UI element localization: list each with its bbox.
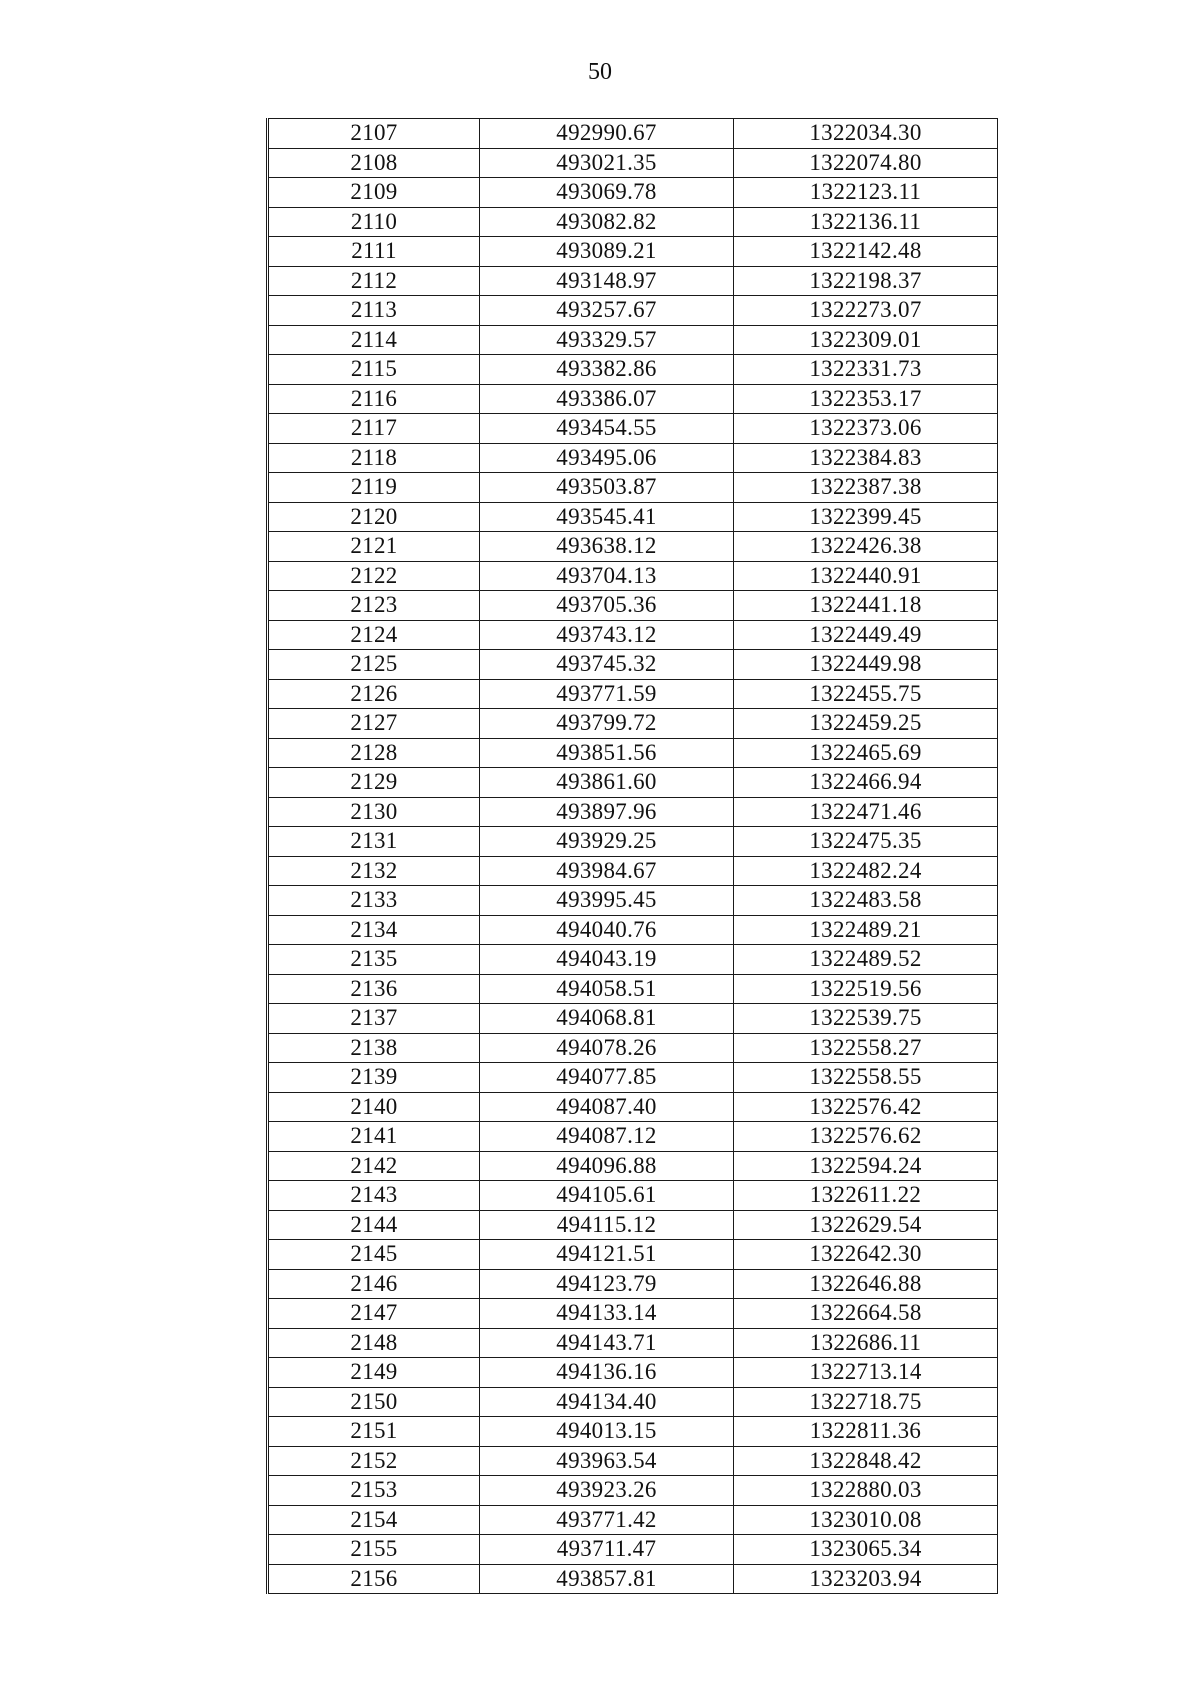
x-coordinate-cell: 493771.59 (480, 679, 734, 709)
point-number-cell: 2155 (268, 1535, 480, 1565)
table-row (268, 768, 998, 798)
y-coordinate-cell: 1322471.46 (734, 797, 998, 827)
table-row (268, 1240, 998, 1270)
x-coordinate-cell: 493021.35 (480, 148, 734, 178)
x-coordinate-cell: 493897.96 (480, 797, 734, 827)
point-number-cell: 2113 (268, 296, 480, 326)
y-coordinate-cell: 1322074.80 (734, 148, 998, 178)
point-number-cell: 2136 (268, 974, 480, 1004)
point-number-cell: 2115 (268, 355, 480, 385)
x-coordinate-cell: 494013.15 (480, 1417, 734, 1447)
table-row (268, 473, 998, 503)
y-coordinate-cell: 1322034.30 (734, 119, 998, 149)
point-number-cell: 2110 (268, 207, 480, 237)
x-coordinate-cell: 494058.51 (480, 974, 734, 1004)
x-coordinate-cell: 492990.67 (480, 119, 734, 149)
point-number-cell: 2126 (268, 679, 480, 709)
point-number-cell: 2153 (268, 1476, 480, 1506)
table-row (268, 561, 998, 591)
y-coordinate-cell: 1322576.62 (734, 1122, 998, 1152)
table-row (268, 296, 998, 326)
table-row (268, 414, 998, 444)
x-coordinate-cell: 493799.72 (480, 709, 734, 739)
table-row (268, 325, 998, 355)
y-coordinate-cell: 1322273.07 (734, 296, 998, 326)
y-coordinate-cell: 1322489.21 (734, 915, 998, 945)
y-coordinate-cell: 1322519.56 (734, 974, 998, 1004)
point-number-cell: 2145 (268, 1240, 480, 1270)
x-coordinate-cell: 494115.12 (480, 1210, 734, 1240)
y-coordinate-cell: 1322539.75 (734, 1004, 998, 1034)
x-coordinate-cell: 493386.07 (480, 384, 734, 414)
y-coordinate-cell: 1322353.17 (734, 384, 998, 414)
x-coordinate-cell: 493148.97 (480, 266, 734, 296)
point-number-cell: 2140 (268, 1092, 480, 1122)
table-row (268, 355, 998, 385)
page-number: 50 (588, 59, 612, 85)
x-coordinate-cell: 493984.67 (480, 856, 734, 886)
y-coordinate-cell: 1323203.94 (734, 1564, 998, 1594)
point-number-cell: 2112 (268, 266, 480, 296)
y-coordinate-cell: 1322558.27 (734, 1033, 998, 1063)
y-coordinate-cell: 1322642.30 (734, 1240, 998, 1270)
point-number-cell: 2146 (268, 1269, 480, 1299)
point-number-cell: 2129 (268, 768, 480, 798)
point-number-cell: 2141 (268, 1122, 480, 1152)
y-coordinate-cell: 1322136.11 (734, 207, 998, 237)
x-coordinate-cell: 493711.47 (480, 1535, 734, 1565)
point-number-cell: 2114 (268, 325, 480, 355)
x-coordinate-cell: 493851.56 (480, 738, 734, 768)
point-number-cell: 2148 (268, 1328, 480, 1358)
x-coordinate-cell: 494077.85 (480, 1063, 734, 1093)
point-number-cell: 2152 (268, 1446, 480, 1476)
x-coordinate-cell: 493638.12 (480, 532, 734, 562)
y-coordinate-cell: 1322489.52 (734, 945, 998, 975)
y-coordinate-cell: 1322440.91 (734, 561, 998, 591)
point-number-cell: 2154 (268, 1505, 480, 1535)
y-coordinate-cell: 1322455.75 (734, 679, 998, 709)
point-number-cell: 2121 (268, 532, 480, 562)
table-row (268, 620, 998, 650)
table-row (268, 591, 998, 621)
table-row (268, 679, 998, 709)
y-coordinate-cell: 1322449.98 (734, 650, 998, 680)
y-coordinate-cell: 1322646.88 (734, 1269, 998, 1299)
point-number-cell: 2108 (268, 148, 480, 178)
table-row (268, 738, 998, 768)
point-number-cell: 2137 (268, 1004, 480, 1034)
table-row (268, 1476, 998, 1506)
table-row (268, 1564, 998, 1594)
table-row (268, 443, 998, 473)
point-number-cell: 2120 (268, 502, 480, 532)
y-coordinate-cell: 1322811.36 (734, 1417, 998, 1447)
table-row (268, 1210, 998, 1240)
point-number-cell: 2107 (268, 119, 480, 149)
x-coordinate-cell: 493329.57 (480, 325, 734, 355)
table-row (268, 650, 998, 680)
point-number-cell: 2116 (268, 384, 480, 414)
x-coordinate-cell: 494133.14 (480, 1299, 734, 1329)
table-row (268, 207, 998, 237)
y-coordinate-cell: 1322399.45 (734, 502, 998, 532)
y-coordinate-cell: 1322449.49 (734, 620, 998, 650)
table-row (268, 1299, 998, 1329)
table-row (268, 1446, 998, 1476)
y-coordinate-cell: 1322611.22 (734, 1181, 998, 1211)
point-number-cell: 2123 (268, 591, 480, 621)
y-coordinate-cell: 1322629.54 (734, 1210, 998, 1240)
table-row (268, 266, 998, 296)
x-coordinate-cell: 493704.13 (480, 561, 734, 591)
x-coordinate-cell: 494143.71 (480, 1328, 734, 1358)
x-coordinate-cell: 493089.21 (480, 237, 734, 267)
x-coordinate-cell: 494136.16 (480, 1358, 734, 1388)
point-number-cell: 2132 (268, 856, 480, 886)
table-row (268, 1033, 998, 1063)
table-row (268, 1092, 998, 1122)
table-row (268, 1417, 998, 1447)
y-coordinate-cell: 1323010.08 (734, 1505, 998, 1535)
table-row (268, 1269, 998, 1299)
x-coordinate-cell: 493745.32 (480, 650, 734, 680)
point-number-cell: 2139 (268, 1063, 480, 1093)
y-coordinate-cell: 1322475.35 (734, 827, 998, 857)
x-coordinate-cell: 493857.81 (480, 1564, 734, 1594)
table-row (268, 1063, 998, 1093)
table-row (268, 237, 998, 267)
y-coordinate-cell: 1322198.37 (734, 266, 998, 296)
y-coordinate-cell: 1323065.34 (734, 1535, 998, 1565)
x-coordinate-cell: 493257.67 (480, 296, 734, 326)
point-number-cell: 2109 (268, 178, 480, 208)
point-number-cell: 2111 (268, 237, 480, 267)
x-coordinate-cell: 493861.60 (480, 768, 734, 798)
point-number-cell: 2128 (268, 738, 480, 768)
y-coordinate-cell: 1322441.18 (734, 591, 998, 621)
x-coordinate-cell: 494134.40 (480, 1387, 734, 1417)
point-number-cell: 2117 (268, 414, 480, 444)
table-row (268, 1151, 998, 1181)
x-coordinate-cell: 493382.86 (480, 355, 734, 385)
x-coordinate-cell: 494043.19 (480, 945, 734, 975)
x-coordinate-cell: 494068.81 (480, 1004, 734, 1034)
table-row (268, 1181, 998, 1211)
x-coordinate-cell: 493069.78 (480, 178, 734, 208)
point-number-cell: 2127 (268, 709, 480, 739)
table-row (268, 797, 998, 827)
point-number-cell: 2143 (268, 1181, 480, 1211)
y-coordinate-cell: 1322459.25 (734, 709, 998, 739)
y-coordinate-cell: 1322466.94 (734, 768, 998, 798)
table-row (268, 1387, 998, 1417)
x-coordinate-cell: 493454.55 (480, 414, 734, 444)
y-coordinate-cell: 1322664.58 (734, 1299, 998, 1329)
point-number-cell: 2130 (268, 797, 480, 827)
point-number-cell: 2138 (268, 1033, 480, 1063)
table-row (268, 1358, 998, 1388)
table-row (268, 384, 998, 414)
point-number-cell: 2134 (268, 915, 480, 945)
point-number-cell: 2133 (268, 886, 480, 916)
x-coordinate-cell: 493995.45 (480, 886, 734, 916)
x-coordinate-cell: 493082.82 (480, 207, 734, 237)
table-row (268, 1122, 998, 1152)
y-coordinate-cell: 1322426.38 (734, 532, 998, 562)
y-coordinate-cell: 1322880.03 (734, 1476, 998, 1506)
point-number-cell: 2151 (268, 1417, 480, 1447)
table-row (268, 178, 998, 208)
y-coordinate-cell: 1322482.24 (734, 856, 998, 886)
point-number-cell: 2118 (268, 443, 480, 473)
point-number-cell: 2135 (268, 945, 480, 975)
x-coordinate-cell: 494087.40 (480, 1092, 734, 1122)
table-row (268, 945, 998, 975)
y-coordinate-cell: 1322718.75 (734, 1387, 998, 1417)
x-coordinate-cell: 493545.41 (480, 502, 734, 532)
x-coordinate-cell: 494087.12 (480, 1122, 734, 1152)
point-number-cell: 2144 (268, 1210, 480, 1240)
y-coordinate-cell: 1322142.48 (734, 237, 998, 267)
y-coordinate-cell: 1322309.01 (734, 325, 998, 355)
point-number-cell: 2125 (268, 650, 480, 680)
y-coordinate-cell: 1322483.58 (734, 886, 998, 916)
point-number-cell: 2131 (268, 827, 480, 857)
table-row (268, 856, 998, 886)
table-row (268, 1535, 998, 1565)
point-number-cell: 2119 (268, 473, 480, 503)
x-coordinate-cell: 494105.61 (480, 1181, 734, 1211)
table-row (268, 502, 998, 532)
y-coordinate-cell: 1322384.83 (734, 443, 998, 473)
x-coordinate-cell: 493771.42 (480, 1505, 734, 1535)
table-row (268, 119, 998, 149)
y-coordinate-cell: 1322387.38 (734, 473, 998, 503)
coordinate-table-body (268, 119, 998, 1594)
y-coordinate-cell: 1322848.42 (734, 1446, 998, 1476)
x-coordinate-cell: 493743.12 (480, 620, 734, 650)
point-number-cell: 2149 (268, 1358, 480, 1388)
x-coordinate-cell: 493963.54 (480, 1446, 734, 1476)
y-coordinate-cell: 1322123.11 (734, 178, 998, 208)
table-row (268, 915, 998, 945)
coordinate-table (266, 118, 998, 1594)
table-row (268, 1004, 998, 1034)
x-coordinate-cell: 493705.36 (480, 591, 734, 621)
y-coordinate-cell: 1322594.24 (734, 1151, 998, 1181)
y-coordinate-cell: 1322373.06 (734, 414, 998, 444)
point-number-cell: 2156 (268, 1564, 480, 1594)
x-coordinate-cell: 493929.25 (480, 827, 734, 857)
point-number-cell: 2124 (268, 620, 480, 650)
x-coordinate-cell: 494096.88 (480, 1151, 734, 1181)
y-coordinate-cell: 1322558.55 (734, 1063, 998, 1093)
table-row (268, 1505, 998, 1535)
y-coordinate-cell: 1322465.69 (734, 738, 998, 768)
table-row (268, 709, 998, 739)
x-coordinate-cell: 494123.79 (480, 1269, 734, 1299)
table-row (268, 1328, 998, 1358)
y-coordinate-cell: 1322576.42 (734, 1092, 998, 1122)
table-row (268, 532, 998, 562)
x-coordinate-cell: 493495.06 (480, 443, 734, 473)
y-coordinate-cell: 1322713.14 (734, 1358, 998, 1388)
x-coordinate-cell: 493503.87 (480, 473, 734, 503)
y-coordinate-cell: 1322331.73 (734, 355, 998, 385)
point-number-cell: 2122 (268, 561, 480, 591)
table-row (268, 974, 998, 1004)
point-number-cell: 2147 (268, 1299, 480, 1329)
table-row (268, 886, 998, 916)
x-coordinate-cell: 494040.76 (480, 915, 734, 945)
x-coordinate-cell: 494121.51 (480, 1240, 734, 1270)
table-row (268, 148, 998, 178)
point-number-cell: 2150 (268, 1387, 480, 1417)
x-coordinate-cell: 493923.26 (480, 1476, 734, 1506)
x-coordinate-cell: 494078.26 (480, 1033, 734, 1063)
point-number-cell: 2142 (268, 1151, 480, 1181)
table-row (268, 827, 998, 857)
y-coordinate-cell: 1322686.11 (734, 1328, 998, 1358)
